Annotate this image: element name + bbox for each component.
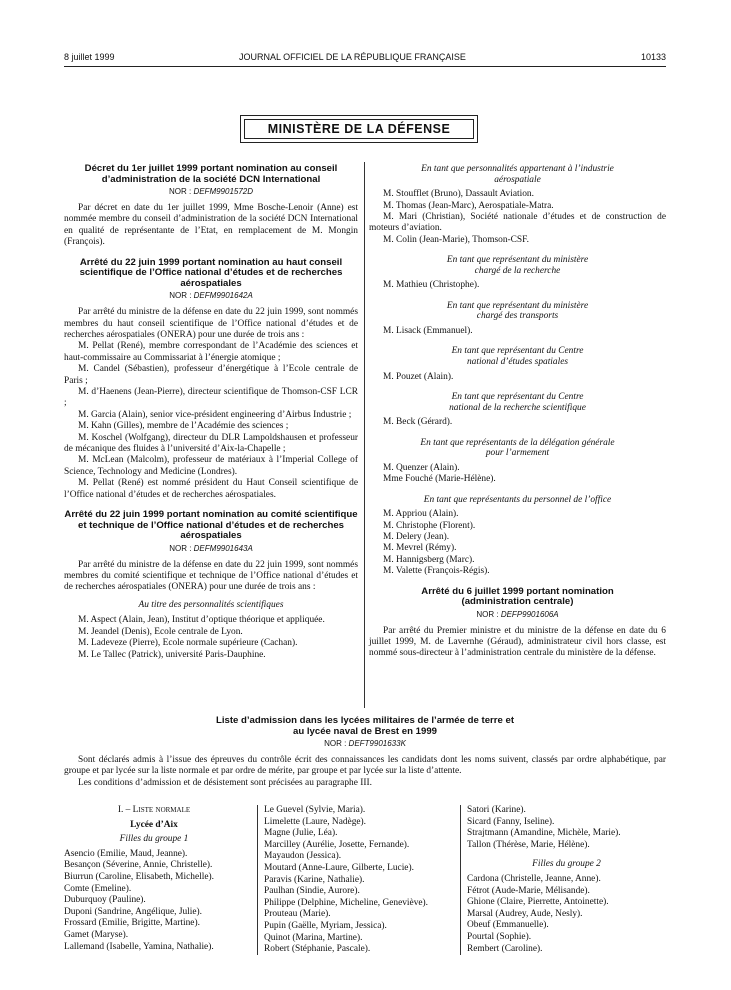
list-item: Cardona (Christelle, Jeanne, Anne). (467, 873, 601, 884)
arrete2-nor: NOR : DEFM9901642A (169, 291, 253, 301)
list-item: Robert (Stéphanie, Pascale). (264, 944, 371, 955)
arrete2-member: M. Koschel (Wolfgang), directeur du DLR Lampoldshausen et professeur de mécanique des fluides à l’université d’Aix-la-Chapelle ; (64, 432, 358, 454)
arrete2-member: M. Pellat (René), membre correspondant de l’Académie des sciences et haut-commissaire au Commissariat à l’énergie atomique ; (64, 341, 358, 363)
list-item: Prouteau (Marie). (264, 909, 331, 920)
list-item: Besançon (Séverine, Annie, Christelle). (64, 860, 213, 871)
group-member: M. Colin (Jean-Marie), Thomson-CSF. (383, 234, 529, 245)
list-item: Obeuf (Emmanuelle). (467, 920, 549, 931)
group-member: M. Beck (Gérard). (383, 417, 453, 428)
arrete3-member: M. Jeandel (Denis), Ecole centrale de Lyon. (78, 626, 243, 637)
group-member: Mme Fouché (Marie-Hélène). (383, 474, 496, 485)
arrete3-heading: Au titre des personnalités scientifiques (138, 599, 284, 610)
list-item: Paulhan (Sindie, Aurore). (264, 886, 360, 897)
list-item: Magne (Julie, Léa). (264, 828, 338, 839)
list-item: Strajtmann (Amandine, Michèle, Marie). (467, 828, 621, 839)
ministry-box (240, 115, 478, 143)
group-member: M. Delery (Jean). (383, 532, 450, 542)
arrete2-member: M. McLean (Malcolm), professeur de matériaux à l’Imperial College of Science, Technology and Medicine (Londres). (64, 455, 358, 477)
group-member: M. Christophe (Florent). (383, 520, 476, 531)
left-column (64, 164, 358, 661)
list-item: Marcilley (Aurélie, Josette, Fernande). (264, 839, 410, 850)
group-member: M. Appriou (Alain). (383, 509, 459, 520)
arrete3-member: M. Ladeveze (Pierre), Ecole normale supérieure (Cachan). (78, 638, 298, 649)
list-item: Limelette (Laure, Nadège). (264, 816, 367, 827)
list-item: Rembert (Caroline). (467, 943, 543, 954)
arrete4-body: Par arrêté du Premier ministre et du ministre de la défense en date du 6 juillet 1999, M. de Lavernhe (Géraud), administrateur civil hors classe, est nommé sous-directeur à l’administration centrale du ministère de la défense. (369, 625, 666, 659)
page-header (64, 52, 666, 67)
column-divider (364, 162, 365, 708)
list-item: Comte (Emeline). (64, 883, 132, 894)
list-item: Ghione (Claire, Pierrette, Antoinette). (467, 897, 609, 908)
list-item: Frossard (Emilie, Brigitte, Martine). (64, 918, 200, 929)
liste-intro2: Les conditions d’admission et de désistement sont précisées au paragraphe III. (78, 777, 372, 788)
list-item: Moutard (Anne-Laure, Gilberte, Lucie). (264, 862, 414, 873)
section-heading: I. – Liste normale (117, 805, 191, 815)
arrete2-body: Par arrêté du ministre de la défense en date du 22 juin 1999, sont nommés membres du haut conseil scientifique de l’Office national d’études et de recherches aérospatiales (ONERA) pour une durée de trois ans : (64, 307, 358, 340)
group-heading: En tant que représentants du personnel de l’office (423, 494, 612, 505)
list-item: Gamet (Maryse). (64, 929, 129, 940)
group1-heading: Filles du groupe 1 (119, 834, 189, 845)
arrete2-member: M. Candel (Sébastien), professeur d’énergétique à l’Ecole centrale de Paris ; (64, 364, 358, 386)
lycee-heading: Lycée d’Aix (130, 819, 178, 830)
header-journal: JOURNAL OFFICIEL DE LA RÉPUBLIQUE FRANÇAISE (239, 52, 466, 62)
ministry-title: MINISTÈRE DE LA DÉFENSE (244, 119, 474, 139)
liste-title: Liste d’admission dans les lycées militaires de l’armée de terre et au lycée naval de Brest en 1999 (215, 715, 515, 737)
list-item: Duburquoy (Pauline). (64, 895, 146, 906)
arrete3-title: Arrêté du 22 juin 1999 portant nomination au comité scientifique et technique de l’Office national d’études et de recherches aérospatiales (64, 509, 358, 542)
arrete2-closing: M. Pellat (René) est nommé président du Haut Conseil scientifique de l’Office national d’études et de recherches aérospatiales. (64, 478, 358, 500)
arrete2-member: M. d’Haenens (Jean-Pierre), directeur scientifique de Thomson-CSF LCR ; (64, 386, 358, 409)
group-member: M. Lisack (Emmanuel). (383, 326, 473, 336)
group-heading: En tant que représentant du Centre national d’études spatiales (451, 346, 584, 367)
arrete2-title: Arrêté du 22 juin 1999 portant nomination au haut conseil scientifique de l’Office national d’études et de recherches aérospatiales (79, 256, 343, 289)
group-heading: En tant que représentants de la délégation générale pour l’armement (420, 437, 615, 459)
group-member: M. Mari (Christian), Société nationale d’études et de construction de moteurs d’aviation. (369, 212, 666, 234)
group-member: M. Hannigsberg (Marc). (383, 554, 475, 565)
header-page-number: 10133 (640, 52, 666, 62)
decree1-nor: NOR : DEFM9901572D (168, 187, 254, 196)
group-heading: En tant que représentant du ministère chargé des transports (446, 300, 589, 322)
list-item: Tallon (Thérèse, Marie, Hélène). (467, 839, 590, 850)
group-heading: En tant que représentant du Centre national de la recherche scientifique (449, 392, 586, 413)
header-date: 8 juillet 1999 (64, 52, 115, 62)
group-heading: En tant que personnalités appartenant à l’industrie aérospatiale (421, 164, 614, 185)
arrete4-nor: NOR : DEFP9901606A (476, 609, 559, 619)
right-column (369, 164, 666, 660)
group-member: M. Pouzet (Alain). (383, 371, 454, 382)
list-item: Lallemand (Isabelle, Yamina, Nathalie). (64, 941, 214, 952)
list-divider (257, 805, 258, 955)
list-item: Asencio (Emilie, Maud, Jeanne). (64, 848, 188, 859)
group-member: M. Valette (François-Régis). (383, 566, 490, 577)
decree1-body: Par décret en date du 1er juillet 1999, Mme Bosche-Lenoir (Anne) est nommée membre du conseil d’administration de la société DCN International en qualité de représentante de l’Etat, en remplacement de M. Mongin (François). (64, 203, 358, 248)
group2-heading: Filles du groupe 2 (532, 859, 601, 870)
liste-nor: NOR : DEFT9901633K (324, 739, 406, 748)
list-item: Marsal (Audrey, Aude, Nesly). (467, 908, 583, 919)
list-item: Pourtal (Sophie). (467, 931, 532, 942)
arrete3-member: M. Le Tallec (Patrick), université Paris-Dauphine. (78, 649, 266, 660)
list-item: Philippe (Delphine, Micheline, Geneviève). (264, 897, 429, 908)
admission-list-section (64, 716, 666, 789)
group-member: M. Mathieu (Christophe). (383, 280, 480, 291)
group-member: M. Mevrel (Rémy). (383, 543, 457, 554)
group-heading: En tant que représentant du ministère chargé de la recherche (446, 255, 589, 276)
list-item: Mayaudon (Jessica). (264, 851, 342, 862)
list-column-3 (467, 805, 666, 955)
group-member: M. Quenzer (Alain). (383, 462, 460, 473)
list-item: Quinot (Marina, Martine). (264, 932, 363, 943)
list-item: Pupin (Gaëlle, Myriam, Jessica). (264, 920, 387, 931)
list-item: Le Guevel (Sylvie, Maria). (264, 805, 366, 815)
group-member: M. Stoufflet (Bruno), Dassault Aviation. (383, 189, 534, 200)
liste-intro: Sont déclarés admis à l’issue des épreuves du contrôle écrit des connaissances les candidats dont les noms suivent, classés par ordre alphabétique, par groupe et par lycée sur la liste normale et par ordre de mérite, par groupe et par lycée sur la liste d’attente. (64, 755, 666, 777)
list-item: Paravis (Karine, Nathalie). (264, 874, 365, 885)
list-item: Sicard (Fanny, Iseline). (467, 816, 555, 827)
arrete4-title: Arrêté du 6 juillet 1999 portant nomination (administration centrale) (421, 585, 614, 608)
arrete3-member: M. Aspect (Alain, Jean), Institut d’optique théorique et appliquée. (78, 615, 325, 626)
list-item: Fétrot (Aude-Marie, Mélisande). (467, 885, 590, 896)
list-item: Biurrun (Caroline, Elisabeth, Michelle). (64, 871, 214, 882)
arrete3-nor: NOR : DEFM9901643A (169, 543, 253, 553)
decree1-title: Décret du 1er juillet 1999 portant nomination au conseil d’administration de la société DCN International (84, 163, 338, 185)
arrete2-member: M. Kahn (Gilles), membre de l’Académie des sciences ; (78, 421, 289, 432)
list-column-1 (64, 805, 244, 953)
arrete2-member: M. Garcia (Alain), senior vice-président engineering d’Airbus Industrie ; (78, 409, 352, 420)
list-item: Satori (Karine). (467, 805, 526, 815)
group-member: M. Thomas (Jean-Marc), Aerospatiale-Matra. (383, 200, 554, 211)
arrete3-body: Par arrêté du ministre de la défense en date du 22 juin 1999, sont nommés membres du comité scientifique et technique de l’Office national d’études et de recherches aérospatiales (ONERA) pour une durée de trois ans : (64, 559, 358, 593)
list-item: Duponi (Sandrine, Angélique, Julie). (64, 906, 202, 917)
list-divider (460, 805, 461, 955)
list-column-2 (264, 805, 454, 956)
